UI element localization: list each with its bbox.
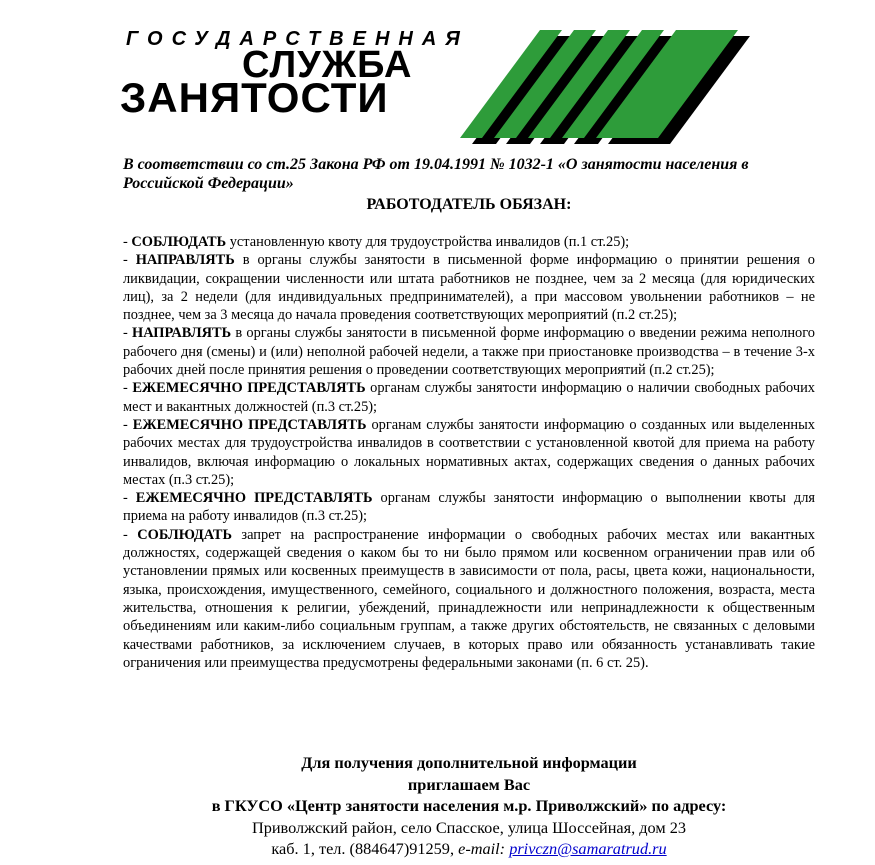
contact-invite-line1: Для получения дополнительной информации <box>301 753 637 772</box>
contact-address: Приволжский район, село Спасское, улица Шоссейная, дом 23 <box>251 817 687 837</box>
employment-service-logo <box>120 22 760 147</box>
duty-item: - ЕЖЕМЕСЯЧНО ПРЕДСТАВЛЯТЬ органам службы занятости информацию о выполнении квоты для приема на работу инвалидов (п.3 ст.25); <box>123 490 816 525</box>
contact-phone-email <box>123 838 815 860</box>
duty-text: органам службы занятости информацию о наличии свободных рабочих мест и вакантных должностей (п.3 ст.25); <box>123 380 815 415</box>
page-heading: РАБОТОДАТЕЛЬ ОБЯЗАН: <box>366 196 572 213</box>
logo-text-state: ГОСУДАРСТВЕННАЯ <box>126 28 469 50</box>
contact-block <box>123 752 815 860</box>
duty-item: - ЕЖЕМЕСЯЧНО ПРЕДСТАВЛЯТЬ органам службы занятости информацию о созданных или выделенных рабочих местах для трудоустройства инвалидов в соответствии с установленной квотой для приема на работу инвалидов, включая информацию о локальных нормативных актах, содержащих сведения о данных рабочих местах (п.3 ст.25); <box>123 416 816 488</box>
duty-text: органам службы занятости информацию о созданных или выделенных рабочих местах для трудоустройства инвалидов в соответствии с установленной квотой для приема на работу инвалидов, включая информацию о локальных нормативных актах, содержащих сведения о данных рабочих местах (п.3 ст.25); <box>123 416 816 488</box>
logo-text-service: СЛУЖБА <box>242 44 413 86</box>
duty-keyword: СОБЛЮДАТЬ <box>137 526 232 543</box>
duty-item: - НАПРАВЛЯТЬ в органы службы занятости в письменной форме информацию о принятии решения о ликвидации, сокращении численности или штата работников не позднее, чем за 2 месяца (для юридических лиц), за 2 недели (для индивидуальных предпринимателей), а при массовом увольнении работников – не позднее, чем за 3 месяца до начала проведения соответствующих мероприятий (п.2 ст.25); <box>123 252 815 324</box>
email-link[interactable]: privczn@samaratrud.ru <box>509 839 667 858</box>
duty-keyword: НАПРАВЛЯТЬ <box>132 325 232 342</box>
duty-text: органам службы занятости информацию о выполнении квоты для приема на работу инвалидов (п.3 ст.25); <box>123 490 816 525</box>
contact-organization: в ГКУСО «Центр занятости населения м.р. Приволжский» по адресу: <box>211 796 727 815</box>
logo-text-employment: ЗАНЯТОСТИ <box>120 74 389 121</box>
duty-text: в органы службы занятости в письменной форме информацию о введении режима неполного рабочего дня (смены) и (или) неполной рабочей недели, а также при приостановке производства – в течение 3-х рабочих дней после принятия решения о проведении соответствующих мероприятий (п.2 ст.25); <box>123 325 815 379</box>
duty-keyword: НАПРАВЛЯТЬ <box>135 252 235 269</box>
duty-item: - ЕЖЕМЕСЯЧНО ПРЕДСТАВЛЯТЬ органам службы занятости информацию о наличии свободных рабочих мест и вакантных должностей (п.3 ст.25); <box>123 380 815 415</box>
duty-text: установленную квоту для трудоустройства инвалидов (п.1 ст.25); <box>226 234 630 250</box>
duty-keyword: СОБЛЮДАТЬ <box>131 234 227 250</box>
duties-list <box>123 233 815 672</box>
duty-keyword: ЕЖЕМЕСЯЧНО ПРЕДСТАВЛЯТЬ <box>135 490 373 507</box>
duty-keyword: ЕЖЕМЕСЯЧНО ПРЕДСТАВЛЯТЬ <box>132 380 366 397</box>
duty-text: в органы службы занятости в письменной форме информацию о принятии решения о ликвидации, сокращении численности или штата работников не позднее, чем за 2 месяца (для юридических лиц), за 2 недели (для индивидуальных предпринимателей), а при массовом увольнении работников – не позднее, чем за 3 месяца до начала проведения соответствующих мероприятий (п.2 ст.25); <box>123 252 815 324</box>
duty-item: - СОБЛЮДАТЬ установленную квоту для трудоустройства инвалидов (п.1 ст.25); <box>123 234 630 250</box>
contact-phone: каб. 1, тел. (884647)91259, <box>271 839 459 858</box>
duty-text: запрет на распространение информации о свободных рабочих местах или вакантных должностях, содержащей сведения о каком бы то ни было прямом или косвенном ограничении прав или об установлении прямых или косвенных преимуществ в зависимости от пола, расы, цвета кожи, национальности, языка, происхождения, имущественного, семейного, социального и должностного положения, возраста, места жительства, отношения к религии, убеждений, принадлежности или непринадлежности к общественным объединениям или каким-либо социальным группам, а также других обстоятельств, не связанных с деловыми качествами работников, за исключением случаев, в которых право или обязанность устанавливать такие ограничения или преимущества предусмотрены федеральными законами (п. 6 ст. 25). <box>123 526 816 671</box>
law-reference: В соответствии со ст.25 Закона РФ от 19.04.1991 № 1032-1 «О занятости населения в Российской Федерации» <box>123 156 749 192</box>
duty-keyword: ЕЖЕМЕСЯЧНО ПРЕДСТАВЛЯТЬ <box>132 416 367 433</box>
email-label: e-mail: <box>458 839 510 858</box>
duty-item: - НАПРАВЛЯТЬ в органы службы занятости в письменной форме информацию о введении режима неполного рабочего дня (смены) и (или) неполной рабочей недели, а также при приостановке производства – в течение 3-х рабочих дней после принятия решения о проведении соответствующих мероприятий (п.2 ст.25); <box>123 325 815 379</box>
duty-item: - СОБЛЮДАТЬ запрет на распространение информации о свободных рабочих местах или вакантных должностях, содержащей сведения о каком бы то ни было прямом или косвенном ограничении прав или об установлении прямых или косвенных преимуществ в зависимости от пола, расы, цвета кожи, национальности, языка, происхождения, имущественного, семейного, социального и должностного положения, возраста, места жительства, отношения к религии, убеждений, принадлежности или непринадлежности к общественным объединениям или каким-либо социальным группам, а также других обстоятельств, не связанных с деловыми качествами работников, за исключением случаев, в которых право или обязанность устанавливать такие ограничения или преимущества предусмотрены федеральными законами (п. 6 ст. 25). <box>123 526 816 671</box>
contact-invite-line2: приглашаем Вас <box>407 774 531 794</box>
